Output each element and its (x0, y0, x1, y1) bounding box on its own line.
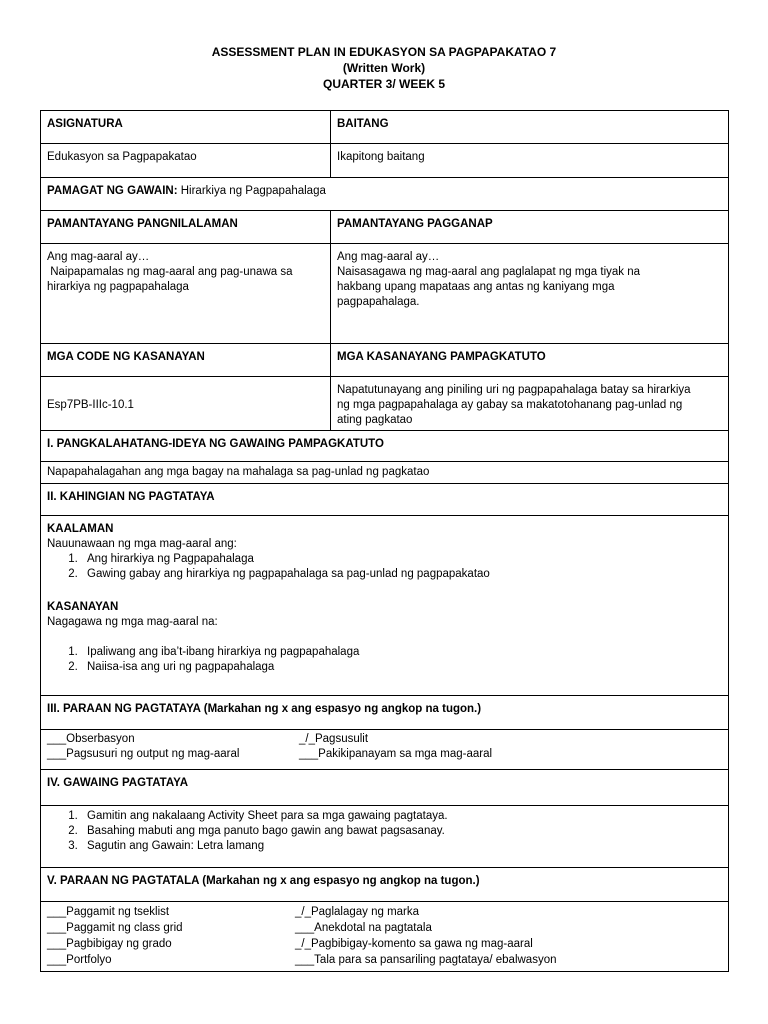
pamagat-label: PAMAGAT NG GAWAIN: (47, 185, 178, 197)
gawain-list (47, 809, 722, 854)
section1-title: I. PANGKALAHATANG-IDEYA NG GAWAING PAMPAGKATUTO (41, 431, 729, 462)
option-pakikipanayam[interactable]: ___Pakikipanayam sa mga mag-aaral (299, 748, 493, 760)
quarter-week: QUARTER 3/ WEEK 5 (322, 77, 445, 91)
document-title: ASSESSMENT PLAN IN EDUKASYON SA PAGPAPAKATAO 7 (211, 45, 557, 59)
kasanayan-title: KASANAYAN (47, 601, 119, 613)
option-tseklist[interactable]: ___Paggamit ng tseklist (47, 906, 170, 918)
kaalaman-intro: Nauunawaan ng mga mag-aaral ang: (47, 538, 237, 550)
section5-options (41, 902, 729, 972)
pamagat-value: Hirarkiya ng Pagpapahalaga (177, 185, 326, 197)
list-item: 2. Naiisa-isa ang uri ng pagpapahalaga (81, 660, 722, 675)
kasanayan-pampagkatuto-label: MGA KASANAYANG PAMPAGKATUTO (331, 344, 729, 377)
asignatura-value: Edukasyon sa Pagpapakatao (41, 144, 331, 178)
pamagat-row (41, 178, 729, 211)
document-subtitle: (Written Work) (342, 61, 426, 75)
kasanayan-pampagkatuto-value: Napatutunayang ang piniling uri ng pagpapahalaga batay sa hirarkiya ng mga pagpapahalaga ay gabay sa makatotohanang pag-unlad ng ating pagkatao (331, 377, 729, 431)
pangnilalaman-cell (41, 244, 331, 344)
section3-title: III. PARAAN NG PAGTATAYA (Markahan ng x ang espasyo ng angkop na tugon.) (41, 696, 729, 730)
section1-text: Napapahalagahan ang mga bagay na mahalaga sa pag-unlad ng pagkatao (41, 462, 729, 484)
option-class-grid[interactable]: ___Paggamit ng class grid (47, 922, 183, 934)
list-item: 1. Gamitin ang nakalaang Activity Sheet para sa mga gawaing pagtataya. (81, 809, 722, 824)
option-pagsusulit[interactable]: _/_Pagsusulit (299, 733, 369, 745)
section4-body (41, 806, 729, 868)
option-pagsusuri-output[interactable]: ___Pagsusuri ng output ng mag-aaral (47, 748, 240, 760)
baitang-label: BAITANG (331, 111, 729, 144)
pangnilalaman-line1: Ang mag-aaral ay… (47, 251, 150, 263)
list-item: 3. Sagutin ang Gawain: Letra lamang (81, 839, 722, 854)
kaalaman-list (47, 552, 722, 582)
asignatura-label: ASIGNATURA (41, 111, 331, 144)
pangnilalaman-line2: Naipapamalas ng mag-aaral ang pag-unawa sa hirarkiya ng pagpapahalaga (47, 266, 296, 293)
pagganap-line1: Ang mag-aaral ay… (337, 251, 440, 263)
option-portfolyo[interactable]: ___Portfolyo (47, 954, 112, 966)
pagganap-cell (331, 244, 729, 344)
list-item: 1. Ang hirarkiya ng Pagpapahalaga (81, 552, 722, 567)
option-grado[interactable]: ___Pagbibigay ng grado (47, 938, 172, 950)
section4-title: IV. GAWAING PAGTATAYA (41, 770, 729, 806)
section3-options (41, 730, 729, 770)
kasanayan-intro: Nagagawa ng mga mag-aaral na: (47, 616, 218, 628)
kaalaman-title: KAALAMAN (47, 523, 114, 535)
option-anekdotal[interactable]: ___Anekdotal na pagtatala (295, 922, 432, 934)
document-header (0, 44, 768, 92)
option-pagbibigay-komento[interactable]: _/_Pagbibigay-komento sa gawa ng mag-aaral (295, 938, 533, 950)
option-paglalagay-marka[interactable]: _/_Paglalagay ng marka (295, 906, 420, 918)
assessment-plan-table (40, 110, 729, 972)
pagganap-line2: Naisasagawa ng mag-aaral ang paglalapat ng mga tiyak na hakbang upang mapataas ang antas ng kaniyang mga pagpapahalaga. (337, 266, 641, 308)
list-item: 2. Basahing mabuti ang mga panuto bago gawin ang bawat pagsasanay. (81, 824, 722, 839)
section2-body (41, 516, 729, 696)
baitang-value: Ikapitong baitang (331, 144, 729, 178)
code-value: Esp7PB-IIIc-10.1 (41, 377, 331, 431)
option-obserbasyon[interactable]: ___Obserbasyon (47, 733, 135, 745)
list-item: 1. Ipaliwang ang iba’t-ibang hirarkiya ng pagpapahalaga (81, 645, 722, 660)
pangnilalaman-label: PAMANTAYANG PANGNILALAMAN (41, 211, 331, 244)
list-item: 2. Gawing gabay ang hirarkiya ng pagpapahalaga sa pag-unlad ng pagpapakatao (81, 567, 722, 582)
section5-title: V. PARAAN NG PAGTATALA (Markahan ng x ang espasyo ng angkop na tugon.) (41, 868, 729, 902)
section2-title: II. KAHINGIAN NG PAGTATAYA (41, 484, 729, 516)
kasanayan-list (47, 645, 722, 675)
pagganap-label: PAMANTAYANG PAGGANAP (331, 211, 729, 244)
code-label: MGA CODE NG KASANAYAN (41, 344, 331, 377)
option-tala-pansariling[interactable]: ___Tala para sa pansariling pagtataya/ ebalwasyon (295, 954, 557, 966)
